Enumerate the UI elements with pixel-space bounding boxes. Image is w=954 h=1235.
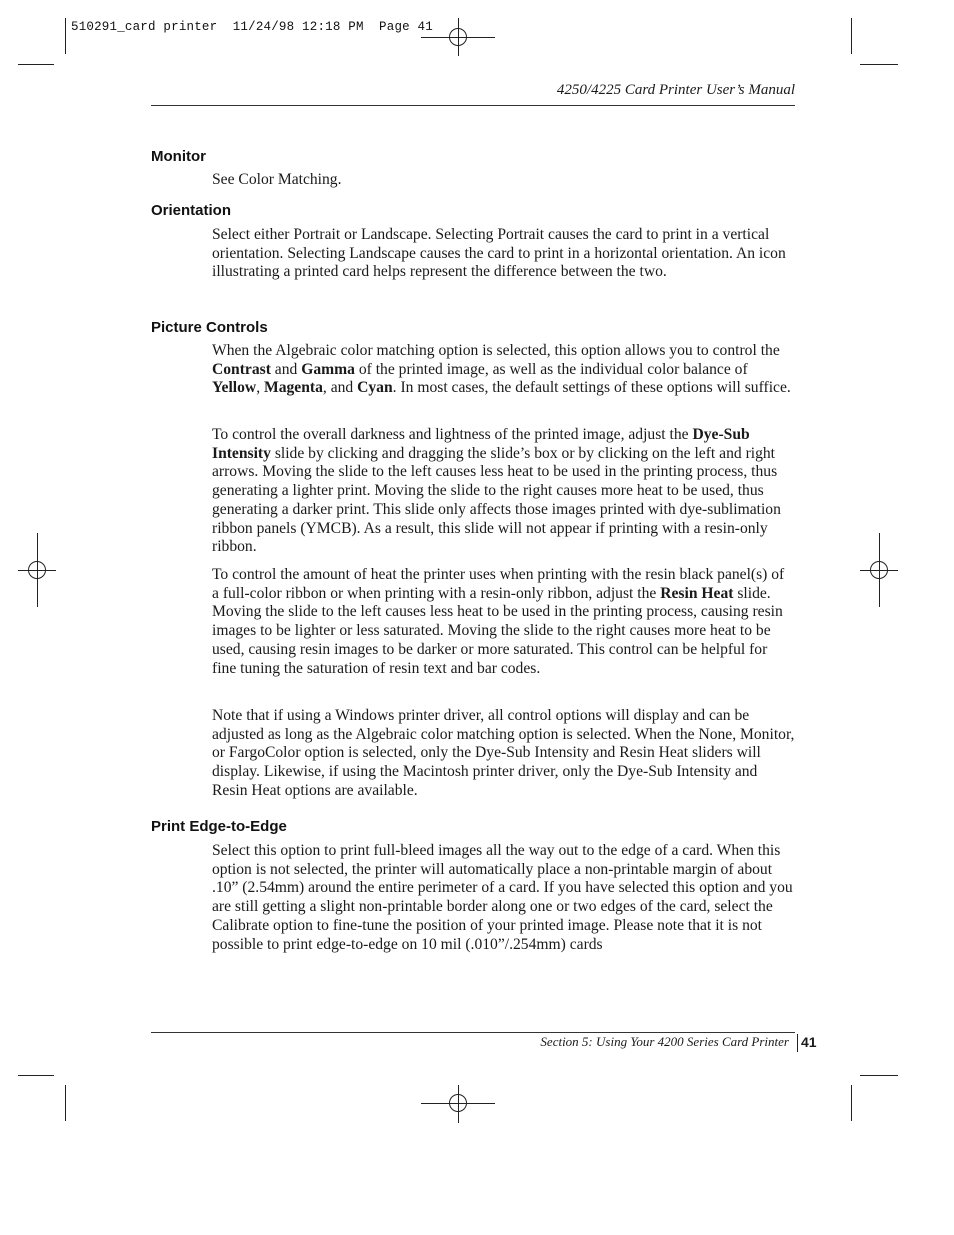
crop-mark xyxy=(860,1075,898,1076)
paragraph-monitor: See Color Matching. xyxy=(212,171,342,188)
heading-picture-controls: Picture Controls xyxy=(151,319,268,336)
crop-mark xyxy=(860,64,898,65)
term-magenta: Magenta xyxy=(263,379,323,397)
paragraph-picture-controls-1: When the Algebraic color matching option is selected, this option allows you to control the Contrast and Gamma of the printed image, as well as the individual color balance of Yellow, Magenta, and Cyan. In most cases, the default settings of these options will suffice. xyxy=(212,342,791,397)
running-head: 4250/4225 Card Printer User’s Manual xyxy=(556,82,795,98)
paragraph-picture-controls-3: To control the amount of heat the printer uses when printing with the resin black panel(s) of a full-color ribbon or when printing with a resin-only ribbon, adjust the Resin Heat slide. Moving the slide to the left causes less heat to be used in the printing process, causing resin images to be lighter or less saturated. Moving the slide to the right causes more heat to be used, causing resin images to be darker or more saturated. This control can be helpful for fine tuning the saturation of resin text and bar codes. xyxy=(212,566,785,677)
heading-monitor: Monitor xyxy=(151,148,206,165)
crop-mark xyxy=(851,18,852,54)
term-contrast: Contrast xyxy=(212,360,271,378)
heading-print-edge-to-edge: Print Edge-to-Edge xyxy=(151,818,287,835)
heading-orientation: Orientation xyxy=(151,202,232,219)
header-rule xyxy=(151,105,795,106)
term-yellow: Yellow xyxy=(212,379,257,397)
crop-mark xyxy=(18,64,54,65)
printer-slug-line: 510291_card printer 11/24/98 12:18 PM Page 41 xyxy=(71,20,433,34)
paragraph-orientation: Select either Portrait or Landscape. Selecting Portrait causes the card to print in a vertical orientation. Selecting Landscape causes the card to print in a horizontal orientation. An icon illustrating a printed card helps represent the difference between the two. xyxy=(212,226,786,281)
footer-separator xyxy=(797,1034,798,1052)
crop-mark xyxy=(851,1085,852,1121)
paragraph-print-edge-to-edge: Select this option to print full-bleed images all the way out to the edge of a card. When this option is not selected, the printer will automatically place a non-printable margin of about .10” (2.54mm) around the entire perimeter of a card. If you have selected this option and you are still getting a slight non-printable border along one or two edges of the card, select the Calibrate option to fine-tune the position of your printed image. Please note that it is not possible to print edge-to-edge on 10 mil (.010”/.254mm) cards xyxy=(212,842,793,953)
term-cyan: Cyan xyxy=(357,379,393,397)
footer-rule xyxy=(151,1032,795,1033)
term-resin-heat: Resin Heat xyxy=(660,584,734,602)
crop-mark xyxy=(65,18,66,54)
term-gamma: Gamma xyxy=(301,360,355,378)
crop-mark xyxy=(18,1075,54,1076)
crop-mark xyxy=(65,1085,66,1121)
paragraph-picture-controls-2: To control the overall darkness and lightness of the printed image, adjust the Dye-Sub Intensity slide by clicking and dragging the slide’s box or by clicking on the left and right arrows. Moving the slide to the left causes less heat to be used in the printing process, thus generating a lighter print. Moving the slide to the right causes more heat to be used, thus generating a darker print. This slide only affects those images printed with dye-sublimation ribbon panels (YMCB). As a result, this slide will not appear if printing with a resin-only ribbon. xyxy=(212,426,781,556)
page-number: 41 xyxy=(801,1034,817,1050)
paragraph-picture-controls-4: Note that if using a Windows printer driver, all control options will display and can be adjusted as long as the Algebraic color matching option is selected. When the None, Monitor, or FargoColor option is selected, only the Dye-Sub Intensity and Resin Heat sliders will display. Likewise, if using the Macintosh printer driver, only the Dye-Sub Intensity and Resin Heat options are available. xyxy=(212,707,795,799)
term-dye-sub-intensity: Dye-Sub Intensity xyxy=(212,426,750,462)
footer-section-title: Section 5: Using Your 4200 Series Card Printer xyxy=(540,1034,789,1049)
